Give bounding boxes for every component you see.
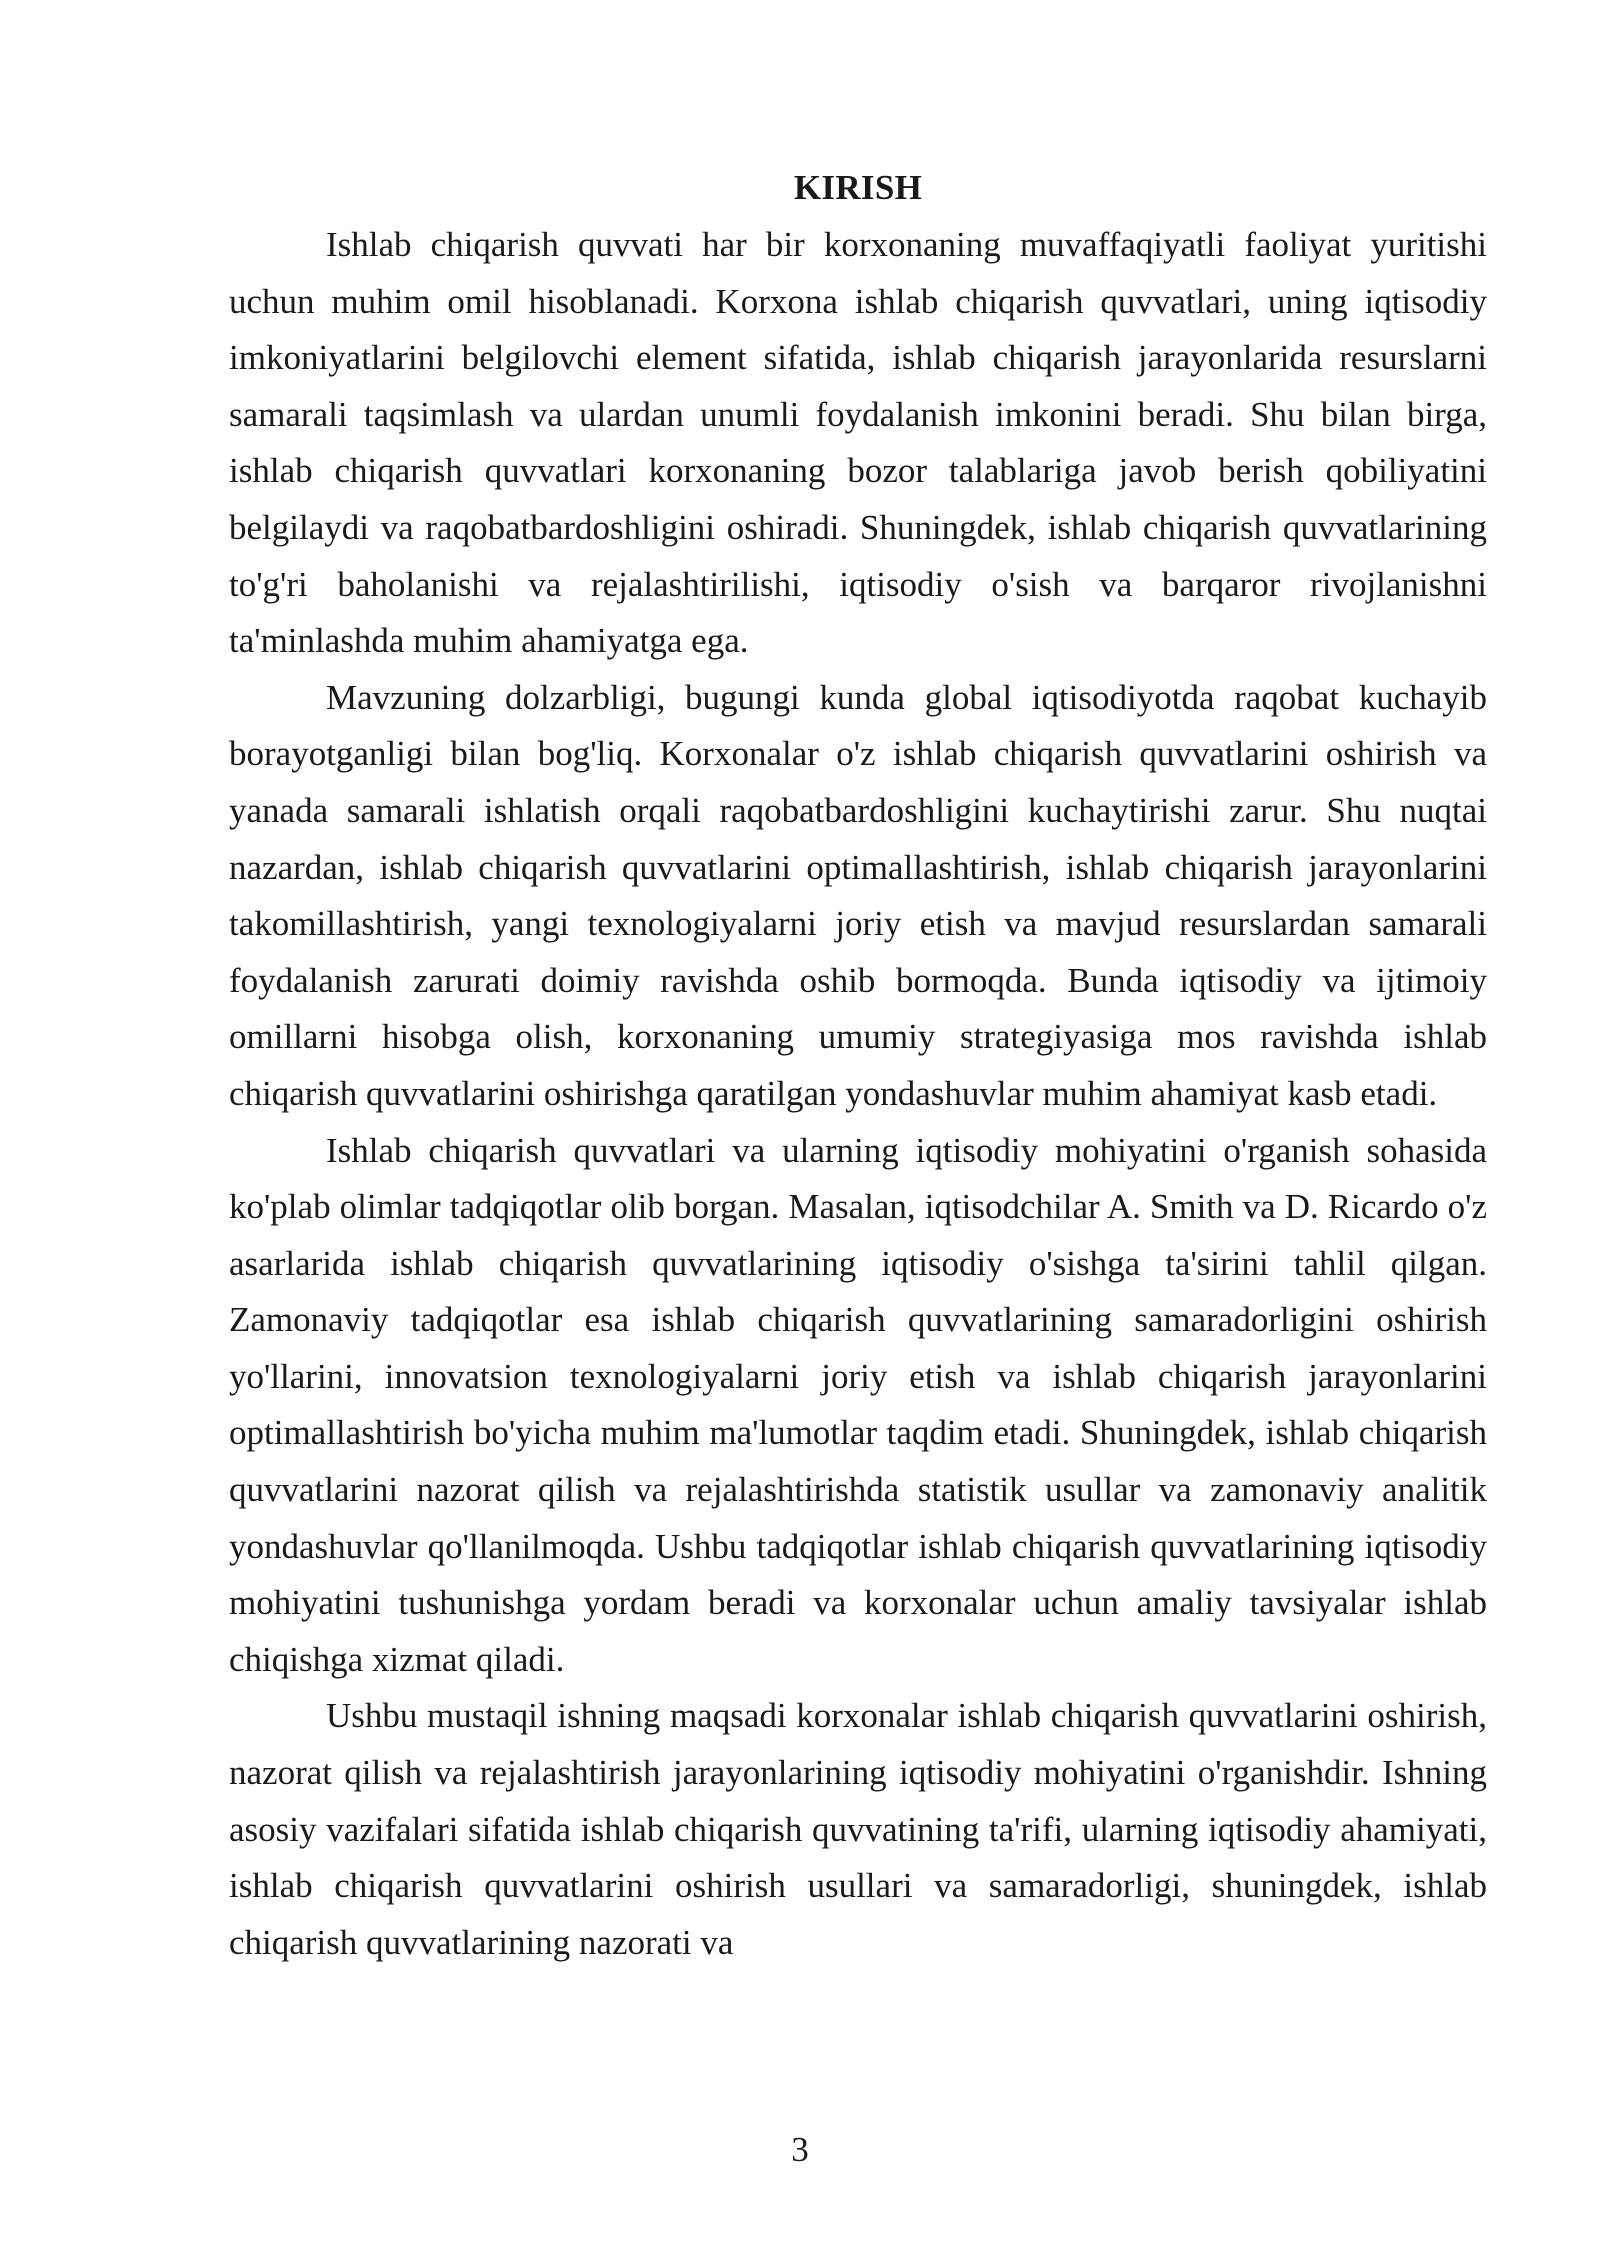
paragraph-introduction: Ishlab chiqarish quvvati har bir korxonaning muvaffaqiyatli faoliyat yuritishi uchun muhim omil hisoblanadi. Korxona ishlab chiqarish quvvatlari, uning iqtisodiy imkoniyatlarini belgilovchi element sifatida, ishlab chiqarish jarayonlarida resurslarni samarali taqsimlash va ulardan unumli foydalanish imkonini beradi. Shu bilan birga, ishlab chiqarish quvvatlari korxonaning bozor talablariga javob berish qobiliyatini belgilaydi va raqobatbardoshligini oshiradi. Shuningdek, ishlab chiqarish quvvatlarining to'g'ri baholanishi va rejalashtirilishi, iqtisodiy o'sish va barqaror rivojlanishni ta'minlashda muhim ahamiyatga ega.: [229, 225, 1487, 661]
paragraph-relevance: Mavzuning dolzarbligi, bugungi kunda global iqtisodiyotda raqobat kuchayib borayotganligi bilan bog'liq. Korxonalar o'z ishlab chiqarish quvvatlarini oshirish va yanada samarali ishlatish orqali raqobatbardoshligini kuchaytirishi zarur. Shu nuqtai nazardan, ishlab chiqarish quvvatlarini optimallashtirish, ishlab chiqarish jarayonlarini takomillashtirish, yangi texnologiyalarni joriy etish va mavjud resurslardan samarali foydalanish zarurati doimiy ravishda oshib bormoqda. Bunda iqtisodiy va ijtimoiy omillarni hisobga olish, korxonaning umumiy strategiyasiga mos ravishda ishlab chiqarish quvvatlarini oshirishga qaratilgan yondashuvlar muhim ahamiyat kasb etadi.: [229, 677, 1487, 1113]
paragraph-aim: Ushbu mustaqil ishning maqsadi korxonalar ishlab chiqarish quvvatlarini oshirish, nazorat qilish va rejalashtirish jarayonlarining iqtisodiy mohiyatini o'rganishdir. Ishning asosiy vazifalari sifatida ishlab chiqarish quvvatining ta'rifi, ularning iqtisodiy ahamiyati, ishlab chiqarish quvvatlarini oshirish usullari va samaradorligi, shuningdek, ishlab chiqarish quvvatlarining nazorati va: [229, 1696, 1487, 1962]
section-title: KIRISH: [793, 168, 923, 207]
page-number: 3: [791, 2130, 809, 2169]
paragraph-literature-review: Ishlab chiqarish quvvatlari va ularning iqtisodiy mohiyatini o'rganish sohasida ko'plab olimlar tadqiqotlar olib borgan. Masalan, iqtisodchilar A. Smith va D. Ricardo o'z asarlarida ishlab chiqarish quvvatlarining iqtisodiy o'sishga ta'sirini tahlil qilgan. Zamonaviy tadqiqotlar esa ishlab chiqarish quvvatlarining samaradorligini oshirish yo'llarini, innovatsion texnologiyalarni joriy etish va ishlab chiqarish jarayonlarini optimallashtirish bo'yicha muhim ma'lumotlar taqdim etadi. Shuningdek, ishlab chiqarish quvvatlarini nazorat qilish va rejalashtirishda statistik usullar va zamonaviy analitik yondashuvlar qo'llanilmoqda. Ushbu tadqiqotlar ishlab chiqarish quvvatlarining iqtisodiy mohiyatini tushunishga yordam beradi va korxonalar uchun amaliy tavsiyalar ishlab chiqishga xizmat qiladi.: [229, 1130, 1487, 1679]
page-content: [229, 160, 1487, 1971]
